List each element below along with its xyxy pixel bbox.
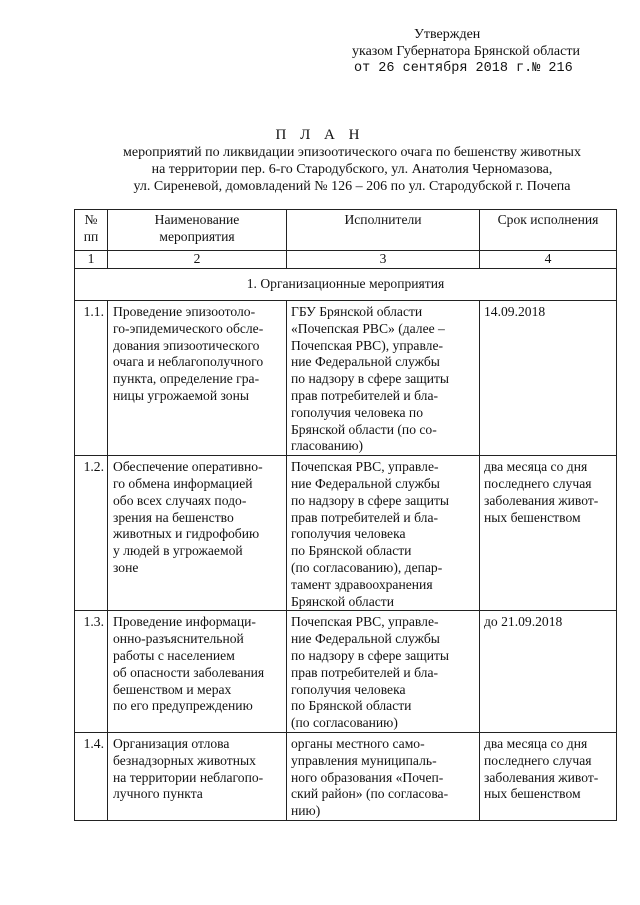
row-activity-line: зрения на бешенство (113, 509, 234, 525)
row-executors-line: прав потребителей и бла- (291, 664, 439, 680)
row-executors (287, 456, 480, 611)
row-executors-line: Брянской области (по со- (291, 421, 437, 437)
row-activity-line: на территории неблагопо- (113, 769, 264, 785)
row-activity-line: очага и неблагополучного (113, 354, 264, 370)
row-executors-line: (по согласованию) (291, 715, 398, 731)
row-deadline-line: 14.09.2018 (484, 304, 546, 319)
header-name-line: Наименование (154, 212, 240, 227)
row-deadline (480, 611, 617, 733)
row-activity (108, 456, 287, 611)
row-deadline-line: последнего случая (484, 475, 592, 491)
document-subtitle (92, 144, 612, 195)
row-activity-line: онно-разъяснительной (113, 631, 244, 647)
header-name (108, 210, 287, 251)
column-number: 3 (287, 251, 480, 269)
section-row (75, 269, 617, 301)
row-activity-line: го-эпидемического обсле- (113, 320, 264, 336)
row-activity-line: пункта, определение гра- (113, 371, 260, 387)
row-activity-line: Организация отлова (113, 735, 230, 751)
row-executors (287, 611, 480, 733)
row-executors-line: гополучия человека (291, 526, 406, 542)
row-activity-line: у людей в угрожаемой (113, 543, 243, 559)
row-executors-line: ного образования «Почеп- (291, 769, 444, 785)
row-executors-line: прав потребителей и бла- (291, 509, 439, 525)
row-activity (108, 611, 287, 733)
subtitle-line: мероприятий по ликвидации эпизоотического очага по бешенству животных (123, 145, 581, 160)
header-num-line: № (84, 212, 98, 227)
row-executors-line: Брянской области (291, 593, 394, 609)
row-executors-line: ние Федеральной службы (291, 475, 440, 491)
column-number: 2 (108, 251, 287, 269)
row-executors-line: по Брянской области (291, 698, 412, 714)
row-activity-line: Проведение эпизоотоло- (113, 304, 256, 319)
approval-line-decree: указом Губернатора Брянской области (352, 44, 580, 59)
row-deadline-line: ных бешенством (484, 786, 581, 802)
row-number: 1.2. (75, 456, 108, 611)
table-row (75, 301, 617, 456)
row-activity-line: обо всех случаях подо- (113, 492, 247, 508)
row-activity-line: Обеспечение оперативно- (113, 459, 263, 475)
table-row (75, 611, 617, 733)
row-deadline-line: заболевания живот- (484, 492, 599, 508)
row-executors-line: управления муниципаль- (291, 752, 437, 768)
column-number-row (75, 251, 617, 269)
row-deadline (480, 456, 617, 611)
approval-line-date: от 26 сентября 2018 г.№ 216 (354, 61, 573, 76)
row-executors-line: ние Федеральной службы (291, 354, 440, 370)
row-deadline-line: последнего случая (484, 752, 592, 768)
row-executors (287, 301, 480, 456)
row-activity-line: об опасности заболевания (113, 664, 265, 680)
row-activity-line: безнадзорных животных (113, 752, 256, 768)
row-executors-line: по Брянской области (291, 543, 412, 559)
row-deadline-line: ных бешенством (484, 509, 581, 525)
row-deadline-line: до 21.09.2018 (484, 614, 563, 630)
row-executors-line: гополучия человека по (291, 404, 423, 420)
row-number: 1.4. (75, 732, 108, 820)
row-executors-line: Почепская РВС, управле- (291, 459, 439, 475)
approval-stamp (352, 26, 638, 77)
row-executors-line: Почепская РВС), управле- (291, 337, 444, 353)
header-executors: Исполнители (287, 210, 480, 251)
row-executors-line: гласованию) (291, 438, 364, 454)
plan-table (74, 209, 617, 821)
row-number: 1.1. (75, 301, 108, 456)
row-executors-line: тамент здравоохранения (291, 576, 433, 592)
row-deadline-line: два месяца со дня (484, 459, 588, 475)
row-executors-line: по надзору в сфере защиты (291, 492, 450, 508)
row-deadline (480, 301, 617, 456)
header-num-line: пп (83, 228, 99, 244)
approval-line-approved: Утвержден (414, 27, 481, 42)
row-activity-line: ницы угрожаемой зоны (113, 387, 250, 403)
row-activity-line: бешенством и мерах (113, 681, 232, 697)
header-num (75, 210, 108, 251)
row-activity-line: го обмена информацией (113, 475, 253, 491)
subtitle-line: ул. Сиреневой, домовладений № 126 – 206 по ул. Стародубской г. Почепа (133, 179, 571, 194)
row-deadline (480, 732, 617, 820)
section-title: 1. Организационные мероприятия (75, 269, 617, 301)
row-activity-line: работы с населением (113, 647, 235, 663)
row-executors-line: (по согласованию), депар- (291, 559, 443, 575)
row-executors-line: гополучия человека (291, 681, 406, 697)
row-deadline-line: заболевания живот- (484, 769, 599, 785)
table-row (75, 456, 617, 611)
row-activity-line: животных и гидрофобию (113, 526, 260, 542)
row-executors-line: ГБУ Брянской области (291, 304, 423, 319)
subtitle-line: на территории пер. 6-го Стародубского, ул. Анатолия Черномазова, (151, 162, 553, 177)
row-deadline-line: два месяца со дня (484, 735, 588, 751)
row-activity (108, 301, 287, 456)
row-executors-line: органы местного само- (291, 735, 425, 751)
row-activity-line: по его предупреждению (113, 698, 253, 714)
row-activity-line: дования эпизоотического (113, 337, 260, 353)
row-executors-line: прав потребителей и бла- (291, 387, 439, 403)
header-name-line: мероприятия (159, 228, 235, 244)
row-activity (108, 732, 287, 820)
header-deadline: Срок исполнения (480, 210, 617, 251)
row-executors-line: Почепская РВС, управле- (291, 614, 439, 630)
row-executors-line: нию) (291, 803, 321, 819)
table-header-row (75, 210, 617, 251)
row-executors-line: по надзору в сфере защиты (291, 647, 450, 663)
row-executors-line: по надзору в сфере защиты (291, 371, 450, 387)
row-activity-line: Проведение информаци- (113, 614, 256, 630)
document-title: П Л А Н (275, 127, 365, 143)
row-executors-line: ский район» (по согласова- (291, 786, 449, 802)
table-row (75, 732, 617, 820)
row-executors-line: «Почепская РВС» (далее – (291, 320, 445, 336)
column-number: 1 (75, 251, 108, 269)
row-activity-line: зоне (113, 559, 139, 575)
row-executors-line: ние Федеральной службы (291, 631, 440, 647)
row-number: 1.3. (75, 611, 108, 733)
row-executors (287, 732, 480, 820)
column-number: 4 (480, 251, 617, 269)
row-activity-line: лучного пункта (113, 786, 203, 802)
